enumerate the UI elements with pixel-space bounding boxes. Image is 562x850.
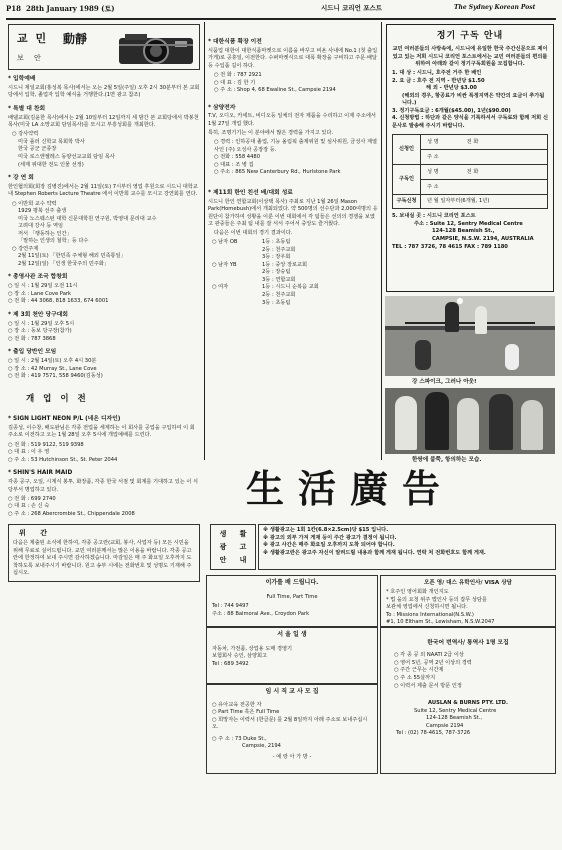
heading-hair-shop: * SHIN'S HAIR MAID [8, 470, 73, 477]
meeting-details [8, 358, 200, 381]
neon-business-body: 김종성, 이수창, 배도완님은 각종 전업을 세계하는 이 회사를 공업을 구입하여 이 회 주소로 이전하고 오는 1월 28일 오후 5시에 개업예배를 드린다. [8, 424, 195, 439]
ads-note: ※ 광고 사간은 매주 화요일 오후까지 도착 되어야 합니다. [263, 542, 395, 549]
hair-shop-details [8, 496, 200, 519]
electronics-body-2: 특히, 조명기기는 이 분야에서 많은 경력을 가지고 있다. [208, 130, 334, 137]
result-group [212, 262, 378, 285]
subscription-terms [392, 70, 548, 130]
heading-food-store: * 대한식품 확장 이전 [208, 39, 262, 45]
ad-contact: To : Missions International(N.S.W.) [386, 611, 474, 618]
ad-seoul-service [206, 627, 378, 684]
list-item: ○ 장 소 : 42 Murray St., Lane Cove [8, 365, 97, 372]
section-title-korean: 교 민 [17, 32, 49, 45]
ad-title: 오픈 영/ 대스 유학인사/ VISA 상담 [423, 580, 513, 586]
address-line: 주소 : Suite 12, Sentry Medical Centre [414, 220, 523, 227]
result-group [212, 239, 378, 262]
ads-banner-notes [258, 524, 556, 570]
list-item: ○ 대 표 : 김 한 기 [214, 79, 256, 86]
lecture-details [8, 201, 200, 269]
ad-line: ○ 유아교육 전공한 자 [212, 701, 262, 708]
list-item: (세계 위대한 전도 인물 선정) [18, 161, 84, 168]
list-item: 「말하는 인생의 철학」등 다수 [18, 238, 89, 245]
subscription-box [386, 24, 554, 292]
list-item: 고려대 강사 등 역임 [18, 223, 64, 230]
volleyball-body: 시드니 한인 연합교회(이상택 목사) 주최로 지난 1월 26일 Mason Park(Homebush)에서 개최되었다. 약 500명의 선수단과 2,000여명의 응원단이 참가하여 성황을 이룬 이번 대회에서 각 팀들은 선의의 경쟁을 보였고 관중들은 주최 팀 내를 잘 서서 주어서 중앙도 즐거웠다. [208, 198, 378, 228]
list-item: 2월 12일(일) 「인생 한국주의 민주화」 [18, 260, 110, 267]
form-name-field[interactable] [421, 135, 548, 150]
side-char: 고 [239, 542, 247, 551]
photo-caption-spike: 강 스파이크, 그러나 아웃! [412, 379, 477, 385]
ad-address: 주소 : 88 Balmoral Ave., Croydon Park [212, 610, 310, 617]
list-item: ○ 전 화 : 44 3068, 818 1633, 674 6001 [8, 298, 109, 305]
list-item: ○ 주 소 : 268 Abercrombie St., Chippendale 2008 [8, 510, 135, 517]
ad-line: 보관체 영업에서 신청하시면 됩니다. [386, 604, 468, 611]
list-item: ○ 전 화 : 787 2921 [214, 71, 262, 78]
result-place: 3등 : 장우회 [262, 254, 291, 261]
ad-company: AUSLAN & BURNS PTY. LTD. [428, 700, 508, 707]
notice-body: 다음은 제출된 소식에 한하여, 각종 공고란(교회, 봉사, 사업자 등) 모든 시민을 위해 무료로 실어드립니다. 교민 여러분께서는 많은 이용을 바랍니다. 각종 공고란에 한정하여 보내 주시면 감사하겠습니다. 마감일은 매 주 화요일 오후까지 도착하도록 보내주시기 바랍니다. 원고 송부 시에는 전화번호 및 성명도 기재해 주십시오. [13, 540, 192, 577]
ads-note: ※ 생활광고란은 광고주 자신이 알려드릴 내용과 함께 게재 됩니다. 연락 처 전화번호도 함께 게재. [263, 549, 486, 556]
camera-image [115, 30, 197, 68]
ad-phone: Tel : 689 3492 [212, 660, 249, 667]
volleyball-photo-protest [385, 388, 555, 454]
list-item: ○ 전 화 : 699 2740 [8, 495, 56, 502]
ad-address: Suite 12, Sentry Medical Centre [414, 707, 497, 714]
column-divider [204, 22, 205, 460]
list-item: 1. 대 상 : 시드니, 호주전 거주 한 배인 [392, 70, 482, 77]
ad-phone: Tel : (02) 78-4615, 787-3726 [396, 730, 471, 737]
ad-address: 124-128 Beamish St., [426, 715, 483, 722]
ad-line: 보험회사 승인, 삼양회고 [212, 653, 268, 660]
food-store-details [208, 72, 378, 95]
side-char: 내 [239, 556, 247, 565]
heading-consulate-choir: * 총영사관 조국 합창회 [8, 274, 68, 281]
result-place: 3등 : 연합교회 [262, 276, 296, 283]
heading-lecture: * 강 연 회 [8, 175, 34, 182]
list-item: 3. 정기구독요금 : 6개월($45.00), 1년($90.00) [392, 107, 511, 114]
list-item: ○ 대 표 : 손 신 숙 [8, 503, 50, 510]
graduation-service-body: 시드니 제일교회(홍성복 목사)에서는 오는 2월 5일(주일) 오후 2시 30분부터 본 교회당에서 입학, 졸업자 입학 예식을 거행한다.(1면 광고 참조) [8, 84, 200, 99]
paper-name-english: The Sydney Korean Post [454, 4, 536, 11]
list-item: ○ 대 표 : 이 우 영 [8, 449, 50, 456]
side-char: 활 [239, 529, 247, 538]
revival-meeting-body: 배델교회(김윤한 목사)에서는 2월 10일부터 12일까지 세 밤간 본 교회당에서 박봉천 목사(미국 LA 소망교회 담임목사)를 모시고 부흥성회를 개최한다. [8, 114, 199, 129]
center-column [208, 24, 378, 460]
billiards-details [8, 321, 200, 344]
subscription-send-to: 5. 보내실 곳 : 시드니 코리언 포스트 [392, 213, 476, 220]
address-line: TEL : 787 3726, 78 4615 FAX : 789 1180 [392, 243, 508, 250]
ad-line: * 호주인 영어회화 개인지도 [386, 589, 449, 596]
ad-line: ○ 희망자는 이력서 (한글문) 를 2월 8일까지 아래 주소로 보내주십시오. [212, 716, 368, 731]
ad-line: ○ 주 소 55살까지 [394, 674, 436, 681]
heading-billiards: * 제 3회 천안 당구대회 [8, 311, 68, 318]
form-phone-label: 전 화 [466, 138, 479, 145]
list-item: 미국 플러 신학교 목회학 박사 [18, 138, 85, 145]
list-item: ○ 장 소 : 동보 당구장(참가) [8, 328, 72, 335]
food-store-body: 식품업 대한이 대한식품마켓으로 이름을 바꾸고 비욘 사내에 No.1 (첫 출입가게)로 공휴일, 이전한다. 수퍼마켓식으로 대폭 확장을 구비하고 주문·배달 등 수입품 길이 하다. [208, 47, 378, 69]
heading-revival-meeting: * 특별 대 찬회 [8, 105, 46, 112]
ad-title: 한국어 번역사/ 통역사 1명 모집 [427, 640, 509, 646]
volleyball-results [208, 239, 378, 307]
result-category: ○ 남자 OB [212, 239, 238, 246]
ad-title: 서 울 일 생 [277, 631, 307, 638]
photo-caption-protest: 한쌍에 붙쭉, 항의하는 모습. [412, 457, 482, 463]
list-item: ○ 일 시 : 2월 14일(토) 오후 4시 30분 [8, 358, 97, 365]
result-category: ○ 여자 [212, 284, 229, 291]
volleyball-photo-spike [385, 296, 555, 376]
ad-address: ○ 주 소 : 73 Duke St., [212, 735, 267, 742]
hair-shop-body: 각종 공구, 오일, 시계식 봉투, 화장품, 각종 한국 서점 및 회계를 기대하고 있는 이 식당부서 명업하고 있다. [8, 479, 199, 493]
list-item: ○ 전화 : 558 4480 [214, 154, 260, 161]
form-label-applicant: 신청인 [393, 135, 421, 165]
result-group [212, 284, 378, 307]
ad-translator-recruit [380, 627, 556, 774]
ad-address: #1, 10 Eltham St., Lewisham, N.S.W.2047 [386, 619, 495, 626]
ads-note: ※ 광고의 외부 가져 게재 등이 주간 광고가 결정이 됩니다. [263, 534, 397, 541]
list-item: ○ 강연주제 [12, 245, 39, 252]
result-place: 1등 : 시드니 순복음 교회 [262, 284, 319, 291]
ad-line: ○ 영어 5년, 공역 2년 이상의 경력 [394, 659, 472, 666]
list-item: ○ 전 화 : 419 7571, 558 9460(김동성) [8, 373, 103, 380]
notice-box [8, 524, 200, 582]
form-address-field[interactable] [421, 150, 548, 165]
page-number: P18 [6, 4, 22, 13]
result-place: 2등 : 천주교회 [262, 246, 296, 253]
address-line: 124-128 Beamish St., [432, 228, 495, 235]
list-item: ○ 일 시 : 1월 29일 오후 5시 [8, 320, 75, 327]
ad-line: ○ Part Time 혹은 Full Time [212, 709, 280, 716]
list-item: 한국 공군 군종장 [18, 146, 57, 153]
result-place: 1등 : 초동팀 [262, 239, 291, 246]
form-address-label: 주 소 [427, 153, 439, 160]
ads-note: ※ 생활광고는 1회 1칸(6.8×2.5cm)당 $15 입니다. [263, 527, 389, 533]
result-place: 2등 : 천주교회 [262, 291, 296, 298]
form-address-field[interactable] [421, 180, 548, 195]
subscription-address [392, 221, 548, 251]
ad-line: Full Time, Part Time [266, 593, 318, 600]
ad-line: 자동차, 가전품, 상업용 도매 경영기 [212, 645, 293, 652]
subscription-title: 정기 구독 안내 [436, 31, 504, 41]
ad-line: ○ 이력서 제출 문서 방문 인정 [394, 682, 462, 689]
heading-business-moves: 개 업 이 전 [26, 393, 89, 404]
list-item: ○ 이반희 교수 약력 [12, 200, 57, 207]
ads-banner-title: 生活廣告 [246, 466, 455, 511]
electronics-details [208, 139, 378, 177]
heading-meeting: * 출입 당반인 모임 [8, 349, 57, 356]
left-column [8, 24, 200, 846]
form-phone-label: 전 화 [466, 168, 479, 175]
speaker-profile [8, 131, 200, 169]
form-name-field[interactable] [421, 165, 548, 180]
ad-visa-service [380, 575, 556, 627]
side-char: 생 [219, 529, 227, 538]
ad-line: ○ 각 종 공 외 NAATI 2급 이상 [394, 652, 464, 659]
ad-title: 이가를 배 드립니다. [265, 579, 319, 586]
list-item: ○ 전 화 : 787 3868 [8, 335, 56, 342]
neon-business-details [8, 442, 200, 465]
list-item: (해외의 경우, 항공료가 비싼 특정지역은 약간의 요금이 추가됩니다.) [402, 92, 545, 107]
list-item: ○ 주 소 : Shop 4, 68 Ewaline St., Campsie 2194 [214, 87, 336, 94]
list-item: 저서 「행동하는 인간」 [18, 230, 72, 237]
list-item: 미국 로스앤젤레스 동양선교교회 담임 목사 [18, 154, 115, 160]
list-item: ○ 경력 : 인하공대 졸업, 기능 올림픽 출제위원 및 심사위원, 금성사 계열사인 (주) 오성사 공장장 등. [214, 139, 378, 153]
ad-phone: Tel : 744 9497 [212, 603, 249, 610]
form-label-period: 구독신청 [393, 195, 421, 209]
ad-hair-service [206, 575, 378, 627]
form-address-label: 주 소 [427, 183, 439, 190]
heading-volleyball: * 제11회 한인 친선 배/대회 성료 [208, 189, 293, 196]
column-divider [381, 22, 382, 460]
issue-date: 28th January 1989 (토) [26, 4, 115, 13]
list-item: 해 외 - 반년당 $3.00 [426, 85, 477, 92]
volleyball-results-label: 다음은 이번 대회의 경기 결과이다. [214, 230, 293, 237]
paper-name-korean: 시드니 코리언 포스트 [321, 4, 383, 12]
list-item: ○ 주 소 : 53 Hutchinson St., St. Peter 2044 [8, 456, 118, 463]
notice-title: 위 간 [19, 529, 53, 538]
result-place: 1등 : 중앙 장로교회 [262, 261, 308, 268]
list-item: ○ 대표 : 조 병 집 [214, 161, 254, 168]
consulate-choir-details [8, 283, 200, 306]
list-item: ○ 장 소 : Lane Cove Park [8, 290, 72, 297]
heading-electronics: * 삼양전자 [208, 104, 236, 111]
masthead [6, 4, 556, 16]
lecture-body: 한인협의회(회장 김병진)에서는 2월 11일(토) 7시부터 영업 후원으로 시드니 대학교내 Stephen Roberts Lecture Theatre 에서 이반희 교수를 모시고 강연회를 연다. [8, 183, 198, 198]
electronics-body: T.V, 오디오, 카세트, 비디오등 일체의 전자 제품을 수리하고 이제 주소에서 1월 27일 개업 했다. [208, 113, 376, 127]
result-category: ○ 남자 YB [212, 261, 237, 268]
ad-address: Campsie 2194 [426, 722, 464, 729]
address-line: CAMPSIE, N.S.W. 2194, AUSTRALIA [432, 235, 534, 242]
section-subtitle: 보 안 [17, 54, 45, 62]
list-item: ○ 주소 : 865 New Canterbury Rd., Hurlstone Park [214, 169, 341, 176]
list-item: ○ 일 시 : 1월 29일 오전 11시 [8, 283, 78, 290]
form-period-field[interactable]: 년 월 일자부터(6개월, 1년) [421, 195, 548, 209]
result-place: 3등 : 초동팀 [262, 299, 291, 306]
side-char: 안 [219, 556, 227, 565]
section-header [8, 24, 200, 70]
subscription-intro: 교민 여러분들의 사랑속에, 시드니에 유일한 한국 주간신문으로 제이었고 있는 저희 시드니 코리언 포스트에서는 교민 여러분들의 편의를 위하여 아래와 같이 정기구독회원을 모집합니다. [392, 46, 548, 68]
ad-line: * 법 을의 요청 위주 법인사 등의 잡무 상담를 [386, 596, 487, 603]
list-item: ○ 전 화 : 519 9122, 519 9398 [8, 441, 84, 448]
list-item: ○ 강사약력 [12, 131, 39, 138]
ad-title: 임 시 직 교 사 모 집 [265, 688, 319, 695]
ad-line: ○ 주간 근무는 시간제 [394, 667, 444, 674]
form-label-reader: 구독인 [393, 165, 421, 195]
list-item: 2. 요 금 : 호주 전 지역 - 반년당 $1.50 [392, 77, 485, 84]
form-name-label: 성 명 [427, 138, 439, 145]
form-name-label: 성 명 [427, 168, 439, 175]
list-item: 4. 신청방법 : 하단과 같은 양식을 기록하셔서 구독료와 함께 저희 신문사로 발송해 주시기 바랍니다. [392, 115, 549, 129]
ad-footer: - 예 랑 아 가 방 - [272, 753, 312, 760]
list-item: 1929 평북 선주 출생 [18, 208, 67, 215]
result-place: 2등 : 장숭팀 [262, 269, 291, 276]
side-char: 광 [219, 542, 227, 551]
ads-banner-side [210, 524, 256, 570]
section-title-hanja: 動靜 [63, 32, 88, 46]
list-item: 미국 노스웨스턴 대학 신문대학원 연구원, 박영대 문리대 교수 [18, 215, 157, 222]
subscription-form [392, 134, 548, 209]
heading-graduation-service: * 입학예배 [8, 76, 36, 82]
list-item: 2월 11일(토) 「한민족 주체형 해외 민족통일」 [18, 253, 126, 260]
ad-teacher-recruit [206, 684, 378, 774]
ad-address: Campsie, 2194 [242, 743, 281, 750]
heading-neon-business: * SIGN LIGHT NEON P/L (네온 디자인) [8, 416, 121, 423]
